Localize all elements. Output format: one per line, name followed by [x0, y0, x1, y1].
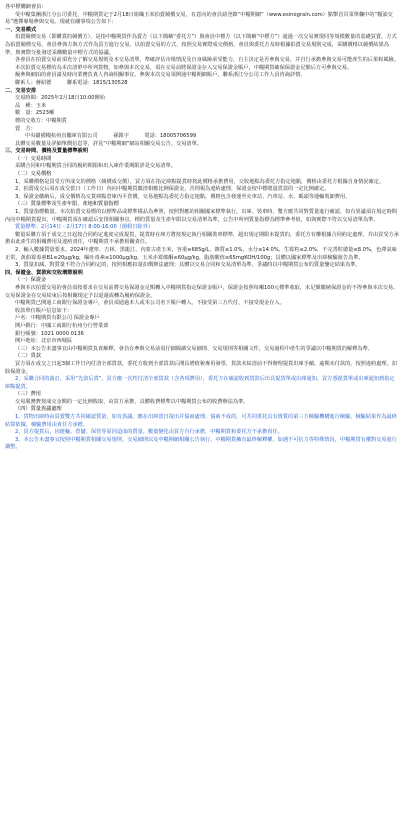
account-title: 收款單位賬戶信息如下： — [15, 307, 73, 314]
quantity: 數 量：2523噸 — [15, 110, 55, 117]
section-2-heading: 二、交易安排 — [5, 87, 37, 94]
section-4-4-p2: 2、買方提貨后，因運輸、倉儲、保管等原因造成的質量、數量變化由買方自行承擔，中糧期貨和委托方不承擔責任。 — [15, 429, 283, 436]
greeting: 各中標購網會員： — [5, 4, 47, 10]
section-3-3-p1: 1、質量指標數量。本次拍賣交易標的以標準品或標準樣品為參照，按照對應的相關國家標準執行。出庫、裝車時，雙方應共同對質量進行確認，如有異議須在規定時間內向中糧期貨提出，中糧期貨須在確認后安排相關事宜。標的質量及生產年限以交易清單為準，公告中所列質量指標為標準參考值，如與實際不符以交易清單為準。 — [5, 209, 397, 223]
intro-paragraph: 受中糧集團浙江分公司委托，中糧期貨定于2月18日組織玉米拍賣競價交易，有意向的會員請登錄“中糧期網”（www.esinograin.com）點擊首頁菜單欄中的“糧油交易”選擇專場參與交易。現就有關事項公告如下： — [5, 11, 393, 26]
trade-time: 交易時間：2025年2月18日10:00開始 — [15, 95, 105, 102]
section-3-3-p3: 數量采購方須于成交之日起按合同約定進度完成提貨，提貨時在庫方將按規定執行相關裝車標準，超出規定期限未提貨的，委托方有權根據合同約定處理，并由買受方承擔由此產生的相關費用及違約責任，中糧期貨不承擔相關責任。 — [5, 231, 399, 246]
section-4-1-heading: （一）保證金 — [15, 277, 47, 284]
account-number: 銀行帳號：1021 0000 0136 — [15, 330, 84, 337]
section-3-1-heading: （一）交易時間 — [15, 155, 52, 162]
section-3-2-p1: 1、采購價格是買受方所成交的價格（競價成交價），買方須在指定庫點提貨時按此價格承擔費用，交收地點為委托方指定地點，價格由委托方根據自身情況確定。 — [15, 178, 385, 185]
section-1-p2: 各會員在拍賣交易前須充分了解交易規則及本交易清單，準確評估市場情況及自身風險承受能力，自主決定是否參與交易，并自行承擔參與交易可能產生的后果和風險。 — [15, 57, 399, 64]
seller-line: 中央儲備糧杭州直屬庫有限公司 孫銘宇 電話：18005706599 — [25, 133, 197, 140]
section-4-1-p1: 參與本次拍賣交易的會員須按要求在交易前將交易保證金足額轉入中糧期貨指定保證金賬戶，保證金按照每噸100元標準收取，未足額繳納保證金的不得參與本次交易。交易保證金在交易結束后按相關規定予以退還或轉為履約保證金。 — [5, 284, 399, 299]
target: 標的交收方：中糧期貨 — [15, 117, 67, 124]
seller-title: 賣 方： — [15, 125, 36, 132]
section-4-2-heading: （二）貨款 — [15, 353, 41, 360]
section-4-1-p3: （三）本公告未盡事宜由中糧期貨負責解釋，會員在參與交易前須仔細閱讀交易細則、交易規則等相關文件，交易過程中產生的爭議以中糧期貨的解釋為準。 — [15, 345, 373, 352]
contact-line: 聯系人：蔣紹德 聯系電話：1815/130528 — [15, 79, 128, 86]
section-3-2-heading: （二）交易價格 — [15, 171, 52, 178]
category: 品 種：玉米 — [15, 102, 47, 109]
section-1-p1: 拍賣競價交易（即購貨的競價方），是指中糧期貨作為賣方（以下簡稱“委托方”）與會員中標方（以下簡稱“中標方”）通過一次交易實現同等規模數量的基礎買賣，方式為拍賣競價交易，會員參與方與方式作為買方進行交易，以拍賣交易的方式，按照交易實際成交價格，會員與委托方及時根據拍賣交易規則完成，采購價格以競價結果為準，與實際分批發送采購數量中標方式的協議。 — [5, 34, 397, 56]
section-3-3-p2: 質量標準：2月14日 - 2月17日 8:00-16:00（節假日除外） — [15, 224, 154, 231]
section-3-2-p2: 2、拍賣成交后須在成交當日（工作日）內向中糧期貨繳清相應比例保證金，否則視為違約處理，保證金按中標總量貨款的一定比例確定。 — [15, 186, 330, 193]
section-4-heading: 四、保證金、貨款和交收環節說明 — [5, 269, 83, 276]
section-3-2-p3: 3、保證金繳納后，成交價格為交貨庫點倉庫內平倉價，交易地點為委托方指定地點，價格包含發運至火車站、汽車站、水、碼頭等運輸裝卸費用。 — [15, 193, 351, 200]
section-4-2-p2: 2、采購合同的簽訂，采用“先款后貨”、買方應一次性付清全部貨款（含各項費用），委托方在確認收到貨款后出具提貨單或出庫通知，買方憑提貨單或出庫通知到指定庫點提貨。 — [5, 376, 395, 390]
account-name: 戶名：中糧期貨有限公司 保證金專戶 — [15, 315, 100, 322]
section-4-3-p1: 交易服務費按成交金額的一定比例收取，由買方承擔，具體收費標準以中糧期貨公布的收費辦法為準。 — [15, 398, 249, 405]
section-4-4-heading: （四）質量異議處理 — [15, 406, 62, 413]
section-3-1-p: 采購合同和中糧期貨合同的履約期限和出入庫作業期限詳見交易清單。 — [15, 163, 176, 170]
section-4-2-p1: 買方須在成交之日起3個工作日內付清全部貨款，委托方收到全部貨款后開具增值稅專用發票，貨款未結清前不得辦理提貨出庫手續。逾期未付款的，按照違約處理，扣除保證金。 — [5, 360, 397, 375]
section-4-3-heading: （三）費用 — [15, 391, 41, 398]
account-bank: 開戶銀行：中國工商銀行杭州分行營業部 — [15, 322, 109, 329]
section-3-3-p4: 2、輸入數據質量要求。2024年遼寧、吉林、黑龍江、內蒙古產玉米，容重≥685g/L，雜質≤1.0%，水分≤14.0%，生霉粒≤2.0%，不完善粒總量≤8.0%，色澤氣味正常，黃曲霉毒素B1≤20μg/kg，嘔吐毒素≤1000μg/kg，玉米赤霉烯酮≤60μg/kg，脂肪酸值≤65mgKOH/100g；具體以國家標準及出庫檢驗報告為準。 — [5, 247, 397, 261]
section-4-1-p2: 中糧期貨已開通工商銀行保證金專戶，會員須通過本人或本公司名下賬戶轉入，不接受第三方代付，不接受現金存入。 — [15, 300, 285, 307]
section-3-heading: 三、交易時間、價格及質量標準說明 — [5, 148, 89, 155]
section-2-note: 具體交易數量及詳細單價信息等，詳見“中糧期網”網站相關交易公告、交易清單。 — [15, 140, 202, 147]
section-3-3-p5: 3、質量扣減。對質量不符合合同約定的，按照相應扣量扣價辦法處理；具體以交易合同和交易清單為準，爭議時以中糧期貨公布的質量鑒定結果為準。 — [15, 262, 361, 269]
section-4-4-p1: 1、貨物出庫時由買賣雙方共同確認質量，如有異議，應在出庫當日提出并協商處理，協商不成的，可共同委托具有資質的第三方檢驗機構進行檢驗，檢驗結果作為最終結算依據，檢驗費用由責任方承擔。 — [5, 414, 397, 428]
section-1-heading: 一、交易模式 — [5, 26, 37, 33]
account-address: 開戶地址：北京市西城區 — [15, 338, 73, 345]
contact-intro: 擬參與網拍的會員請及時向業務負責人咨詢相關事宜。參與本次交易須開通中糧期網賬戶，聯系浙江分公司工作人員咨詢詳情。 — [15, 72, 306, 79]
section-4-4-p3: 3、本公告未盡事宜按照中糧期貨相關交易規則、交易細則以及中糧期網相關公告執行，中糧期貨擁有最終解釋權。如遇不可抗力等特殊情況，中糧期貨有權對交易進行調整。 — [5, 436, 397, 451]
section-1-p3: 本次拍賣交易標的為本次清單中所列貨物。如參與本次交易，須在交易前將保證金存入交易保證金賬戶，中糧期貨確保保證金足額后方可參與交易。 — [15, 64, 353, 71]
section-3-3-heading: （三）質量標準及生產年限、產地和質量指標 — [15, 201, 119, 208]
